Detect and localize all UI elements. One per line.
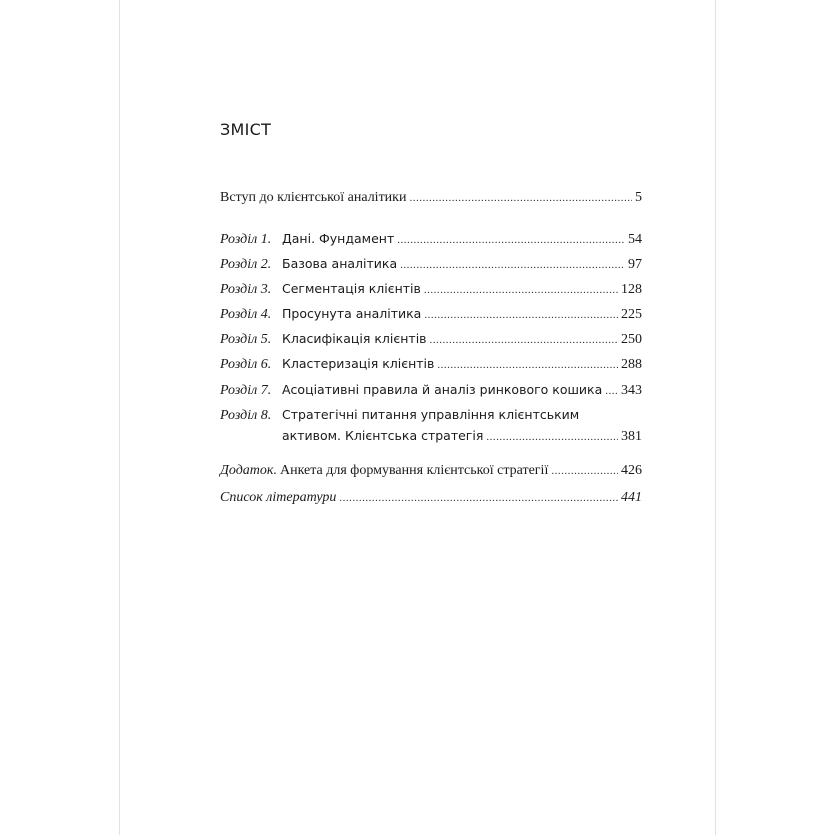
chapter-title-line-1: Стратегічні питання управління клієнтським xyxy=(282,407,580,422)
chapter-label: Розділ 1. xyxy=(220,232,272,247)
toc-entry-chapter-1[interactable] xyxy=(220,229,642,249)
toc-page-number: 54 xyxy=(628,232,642,247)
toc-entry-chapter-6[interactable] xyxy=(220,354,642,374)
toc-page-number: 250 xyxy=(621,332,642,347)
toc-page-number: 343 xyxy=(621,383,642,398)
toc-entry-title: Вступ до клієнтської аналітики xyxy=(220,190,407,205)
toc-entry-chapter-5[interactable] xyxy=(220,329,642,349)
toc-page-number: 288 xyxy=(621,357,642,372)
toc-page-number: 5 xyxy=(635,190,642,205)
toc-entry-bibliography[interactable] xyxy=(220,488,642,508)
toc-entry-intro[interactable] xyxy=(220,188,642,208)
toc-entry-chapter-3[interactable] xyxy=(220,279,642,299)
chapter-title: Асоціативні правила й аналіз ринкового кошика xyxy=(282,382,603,397)
chapter-label: Розділ 4. xyxy=(220,307,272,322)
dot-leader xyxy=(437,355,618,375)
toc-entry-chapter-2[interactable] xyxy=(220,254,642,274)
toc-entry-chapter-7[interactable] xyxy=(220,380,642,400)
chapter-label: Розділ 2. xyxy=(220,257,272,272)
toc-entry-chapter-4[interactable] xyxy=(220,304,642,324)
dot-leader xyxy=(339,488,618,508)
toc-entry-appendix[interactable] xyxy=(220,461,642,481)
chapter-label: Розділ 3. xyxy=(220,282,272,297)
chapter-label: Розділ 5. xyxy=(220,332,272,347)
dot-leader xyxy=(424,305,618,325)
chapter-label: Розділ 6. xyxy=(220,357,272,372)
contents-heading: ЗМІСТ xyxy=(220,120,272,139)
chapter-title: Сегментація клієнтів xyxy=(282,281,421,296)
chapter-title: Просунута аналітика xyxy=(282,306,422,321)
bibliography-title: Список літератури xyxy=(220,490,337,505)
dot-leader xyxy=(424,280,618,300)
dot-leader xyxy=(409,188,632,208)
toc-page-number: 225 xyxy=(621,307,642,322)
toc-page-number: 441 xyxy=(621,490,642,505)
dot-leader xyxy=(430,330,618,350)
dot-leader xyxy=(400,255,625,275)
appendix-label: Додаток. xyxy=(220,463,277,478)
chapter-label: Розділ 8. xyxy=(220,408,272,423)
appendix-title: Анкета для формування клієнтської стратегії xyxy=(279,463,549,478)
toc-page-number: 128 xyxy=(621,282,642,297)
chapter-title-line-2: активом. Клієнтська стратегія xyxy=(282,428,484,443)
chapter-label: Розділ 7. xyxy=(220,383,272,398)
chapter-title: Кластеризація клієнтів xyxy=(282,356,435,371)
dot-leader xyxy=(486,427,618,447)
toc-page-number: 97 xyxy=(628,257,642,272)
dot-leader xyxy=(551,461,618,481)
dot-leader xyxy=(397,230,625,250)
toc-page-number: 381 xyxy=(621,429,642,444)
dot-leader xyxy=(605,381,618,401)
chapter-title: Класифікація клієнтів xyxy=(282,331,427,346)
toc-entry-chapter-8[interactable] xyxy=(220,405,642,445)
chapter-title: Дані. Фундамент xyxy=(282,231,395,246)
toc-page-number: 426 xyxy=(621,463,642,478)
chapter-title: Базова аналітика xyxy=(282,256,398,271)
book-page xyxy=(119,0,716,835)
